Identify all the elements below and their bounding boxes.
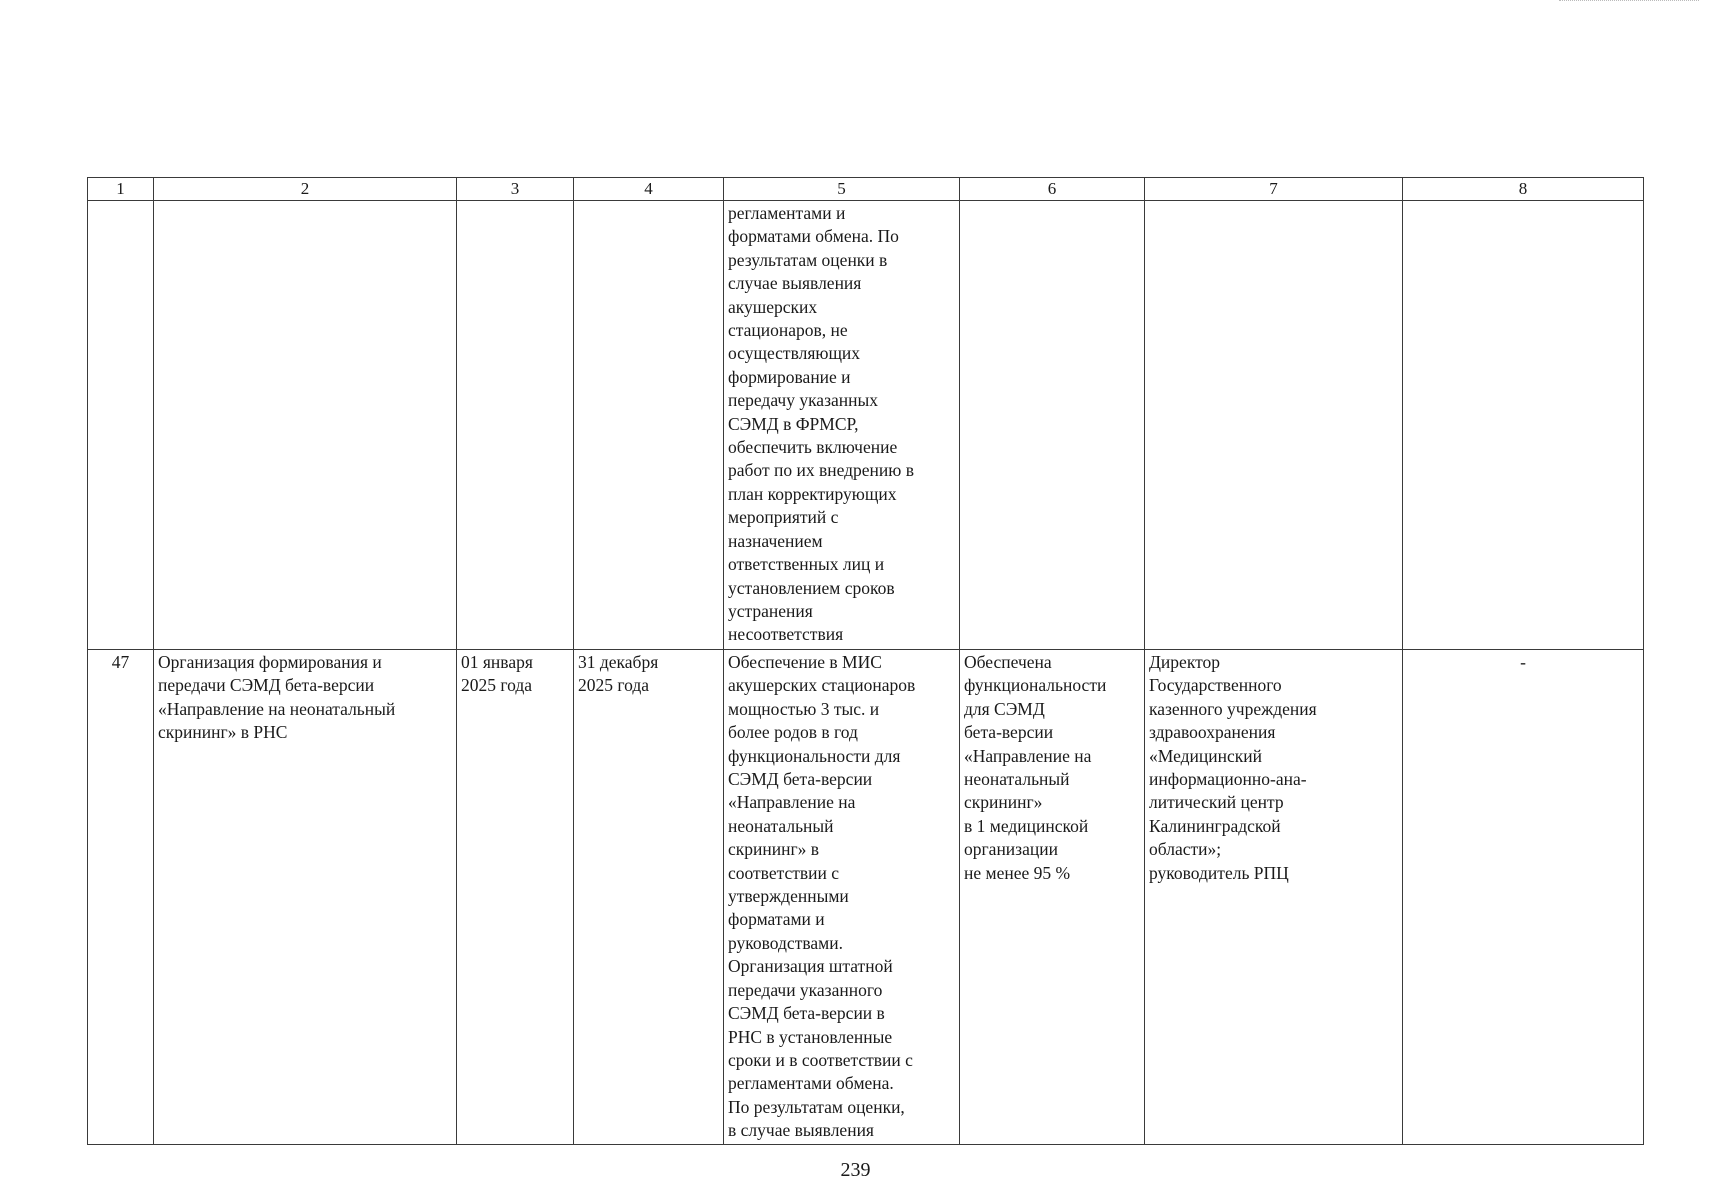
column-number: 4 <box>574 178 724 201</box>
end-date-cell <box>574 650 724 1145</box>
description-text: Обеспечение в МИС акушерских стационаров мощностью 3 тыс. и более родов в год функциональности для СЭМД бета-версии «Направление на неонатальный скрининг» в соответствии с утвержденными форматами и руководствами. Организация штатной передачи указанного СЭМД бета-версии в РНС в установленные сроки и в соответствии с регламентами обмена. По результатам оценки, в случае выявления <box>728 652 916 1141</box>
result-cell <box>960 201 1145 650</box>
result-text: Обеспечена функциональности для СЭМД бета-версии «Направление на неонатальный скрининг» в 1 медицинской организации не менее 95 % <box>964 652 1107 883</box>
scan-corner-mark <box>1559 0 1699 7</box>
result-cell <box>960 650 1145 1145</box>
column-number: 2 <box>154 178 457 201</box>
start-date-cell <box>457 201 574 650</box>
note-cell <box>1403 650 1644 1145</box>
row-number-cell <box>88 650 154 1145</box>
responsible-cell <box>1145 201 1403 650</box>
plan-table <box>87 177 1644 1145</box>
responsible-text: Директор Государственного казенного учреждения здравоохранения «Медицинский информационно-ана- литический центр Калининградской области»; руководитель РПЦ <box>1149 652 1317 883</box>
page-number: 239 <box>840 1159 871 1181</box>
table-row <box>88 201 1644 650</box>
end-date: 31 декабря 2025 года <box>578 652 659 696</box>
column-number: 1 <box>88 178 154 201</box>
column-number: 7 <box>1145 178 1403 201</box>
responsible-cell <box>1145 650 1403 1145</box>
description-cell <box>724 650 960 1145</box>
activity-name: Организация формирования и передачи СЭМД бета-версии «Направление на неонатальный скрининг» в РНС <box>158 652 396 743</box>
end-date-cell <box>574 201 724 650</box>
description-text: регламентами и форматами обмена. По результатам оценки в случае выявления акушерских стационаров, не осуществляющих формирование и передачу указанных СЭМД в ФРМСР, обеспечить включение работ по их внедрению в план корректирующих мероприятий с назначением ответственных лиц и установлением сроков устранения несоответствия <box>728 203 914 645</box>
activity-name-cell <box>154 650 457 1145</box>
note-text: - <box>1520 652 1526 672</box>
column-number: 5 <box>724 178 960 201</box>
column-number: 8 <box>1403 178 1644 201</box>
row-number-cell <box>88 201 154 650</box>
column-number: 3 <box>457 178 574 201</box>
row-number: 47 <box>111 652 130 672</box>
activity-name-cell <box>154 201 457 650</box>
column-number-row <box>88 178 1644 201</box>
start-date-cell <box>457 650 574 1145</box>
description-cell <box>724 201 960 650</box>
table-row <box>88 650 1644 1145</box>
column-number: 6 <box>960 178 1145 201</box>
note-cell <box>1403 201 1644 650</box>
start-date: 01 января 2025 года <box>461 652 533 696</box>
